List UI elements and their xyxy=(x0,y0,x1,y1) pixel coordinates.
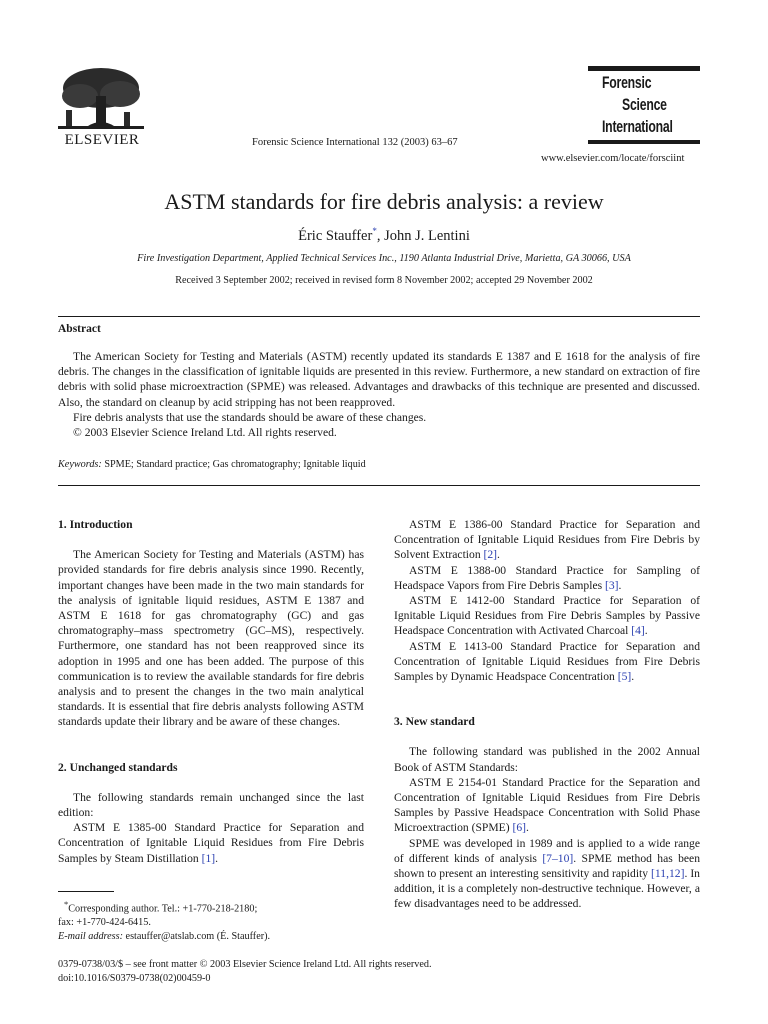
received-dates: Received 3 September 2002; received in revised form 8 November 2002; accepted 29 November 2002 xyxy=(175,275,593,286)
email-address[interactable]: estauffer@atslab.com (É. Stauffer). xyxy=(123,931,271,943)
author-separator: , xyxy=(376,227,385,244)
doi-line[interactable]: doi:10.1016/S0379-0738(02)00459-0 xyxy=(58,973,211,984)
reference-link-4[interactable]: [4] xyxy=(631,624,645,638)
reference-link-1[interactable]: [1] xyxy=(201,851,216,865)
footnote-divider xyxy=(58,891,114,892)
author-2: John J. Lentini xyxy=(384,227,470,244)
journal-logo-line-1: Forensic xyxy=(602,73,652,92)
introduction-paragraph: The American Society for Testing and Materials (ASTM) has provided standards for fire debris analysis since 1990. Recently, important changes have been made in the two main standards for the analysis of ignitable liquid residues, ASTM E 1387 and ASTM E 1618 for gas chromatography (GC) and gas chromatography–mass spectrometry (GC–MS), respectively. Furthermore, one standard has not been reapproved since its adoption in 1995 and one has been added. The purpose of this communication is to review the available standards for fire debris analysis and to present the changes in the two main analytical standards. It is essential that fire debris analysts following ASTM standards update their library and be aware of these changes. xyxy=(58,548,364,729)
email-label: E-mail address: xyxy=(58,931,123,943)
keywords-text: SPME; Standard practice; Gas chromatography; Ignitable liquid xyxy=(101,459,366,470)
abstract-paragraph: Fire debris analysts that use the standards should be aware of these changes. xyxy=(73,410,427,424)
reference-link-5[interactable]: [5] xyxy=(617,670,632,684)
standard-e1412: ASTM E 1412-00 Standard Practice for Separation of Ignitable Liquid Residues from Fire Debris Samples by Passive Headspace Concentration with Activated Charcoal [4]. xyxy=(394,594,700,638)
reference-link-7-10[interactable]: [7–10] xyxy=(542,851,574,865)
issn-line: 0379-0738/03/$ – see front matter © 2003 Elsevier Science Ireland Ltd. All rights reserved. xyxy=(58,959,432,970)
reference-link-2[interactable]: [2] xyxy=(483,548,498,562)
section-heading-unchanged: 2. Unchanged standards xyxy=(58,760,178,774)
footnote xyxy=(58,897,364,944)
footnote-mark: * xyxy=(64,899,69,909)
publisher-name: ELSEVIER xyxy=(64,132,140,148)
left-column xyxy=(58,517,364,866)
abstract-paragraph: The American Society for Testing and Materials (ASTM) recently updated its standards E 1387 and E 1618 for the analysis of fire debris. The changes in the classification of ignitable liquids are presented in this review. Furthermore, a new standard on extraction of fire debris with solid phase microextraction (SPME) was released. Advantages and drawbacks of this technique are presented and discussed. Also, the standard on cleanup by acid stripping has not been reapproved. xyxy=(58,350,700,409)
divider-bottom xyxy=(58,485,700,486)
reference-link-11-12[interactable]: [11,12] xyxy=(651,867,685,881)
footnote-fax: fax: +1-770-424-6415. xyxy=(58,917,151,929)
journal-logo xyxy=(588,66,700,146)
standard-e2154: ASTM E 2154-01 Standard Practice for the Separation and Concentration of Ignitable Liquid Residues from Fire Debris Samples by Passive Headspace Concentration with Solid Phase Microextraction (SPME) [6]. xyxy=(394,775,700,835)
unchanged-intro: The following standards remain unchanged since the last edition: xyxy=(58,790,364,820)
journal-logo-line-3: International xyxy=(602,117,673,136)
author-1: Éric Stauffer xyxy=(298,227,373,244)
divider-top xyxy=(58,316,700,317)
keywords xyxy=(58,459,366,470)
journal-logo-line-2: Science xyxy=(622,95,667,114)
spme-paragraph: SPME was developed in 1989 and is applied to a wide range of different kinds of analysis [7–10]. SPME method has been shown to present an interesting sensitivity and rapidity [11,12]. In addition, it is a completely non-destructive technique. However, a few disadvantages need to be addressed. xyxy=(394,836,700,911)
reference-link-3[interactable]: [3] xyxy=(605,578,619,592)
author-affiliation: Fire Investigation Department, Applied Technical Services Inc., 1190 Atlanta Industrial Drive, Marietta, GA 30066, USA xyxy=(137,253,631,264)
right-column xyxy=(394,517,700,912)
standard-e1413: ASTM E 1413-00 Standard Practice for Separation and Concentration of Ignitable Liquid Residues from Fire Debris Samples by Dynamic Headspace Concentration [5]. xyxy=(394,639,700,684)
section-heading-new-standard: 3. New standard xyxy=(394,715,475,729)
new-standard-intro: The following standard was published in the 2002 Annual Book of ASTM Standards: xyxy=(394,745,700,774)
standard-e1385: ASTM E 1385-00 Standard Practice for Separation and Concentration of Ignitable Liquid Residues from Fire Debris Samples by Steam Distillation [1]. xyxy=(58,821,364,865)
standard-e1388: ASTM E 1388-00 Standard Practice for Sampling of Headspace Vapors from Fire Debris Samples [3]. xyxy=(394,563,700,592)
section-heading-introduction: 1. Introduction xyxy=(58,518,133,531)
keywords-label: Keywords: xyxy=(58,459,102,470)
reference-link-6[interactable]: [6] xyxy=(512,821,527,835)
journal-citation: Forensic Science International 132 (2003) 63–67 xyxy=(252,137,458,148)
copyright-line: © 2003 Elsevier Science Ireland Ltd. All rights reserved. xyxy=(73,426,337,440)
abstract-body xyxy=(58,349,700,440)
elsevier-tree-logo xyxy=(58,66,144,132)
footnote-corresponding: Corresponding author. Tel.: +1-770-218-2180; xyxy=(68,903,258,915)
article-title: ASTM standards for fire debris analysis: a review xyxy=(164,189,604,214)
author-list xyxy=(0,226,768,245)
abstract-heading: Abstract xyxy=(58,323,101,335)
page-footer xyxy=(58,958,432,986)
standard-e1386: ASTM E 1386-00 Standard Practice for Separation and Concentration of Ignitable Liquid Residues from Fire Debris by Solvent Extraction [2]. xyxy=(394,518,700,562)
corresponding-author-mark[interactable]: * xyxy=(372,226,377,236)
journal-url[interactable]: www.elsevier.com/locate/forsciint xyxy=(541,153,685,164)
